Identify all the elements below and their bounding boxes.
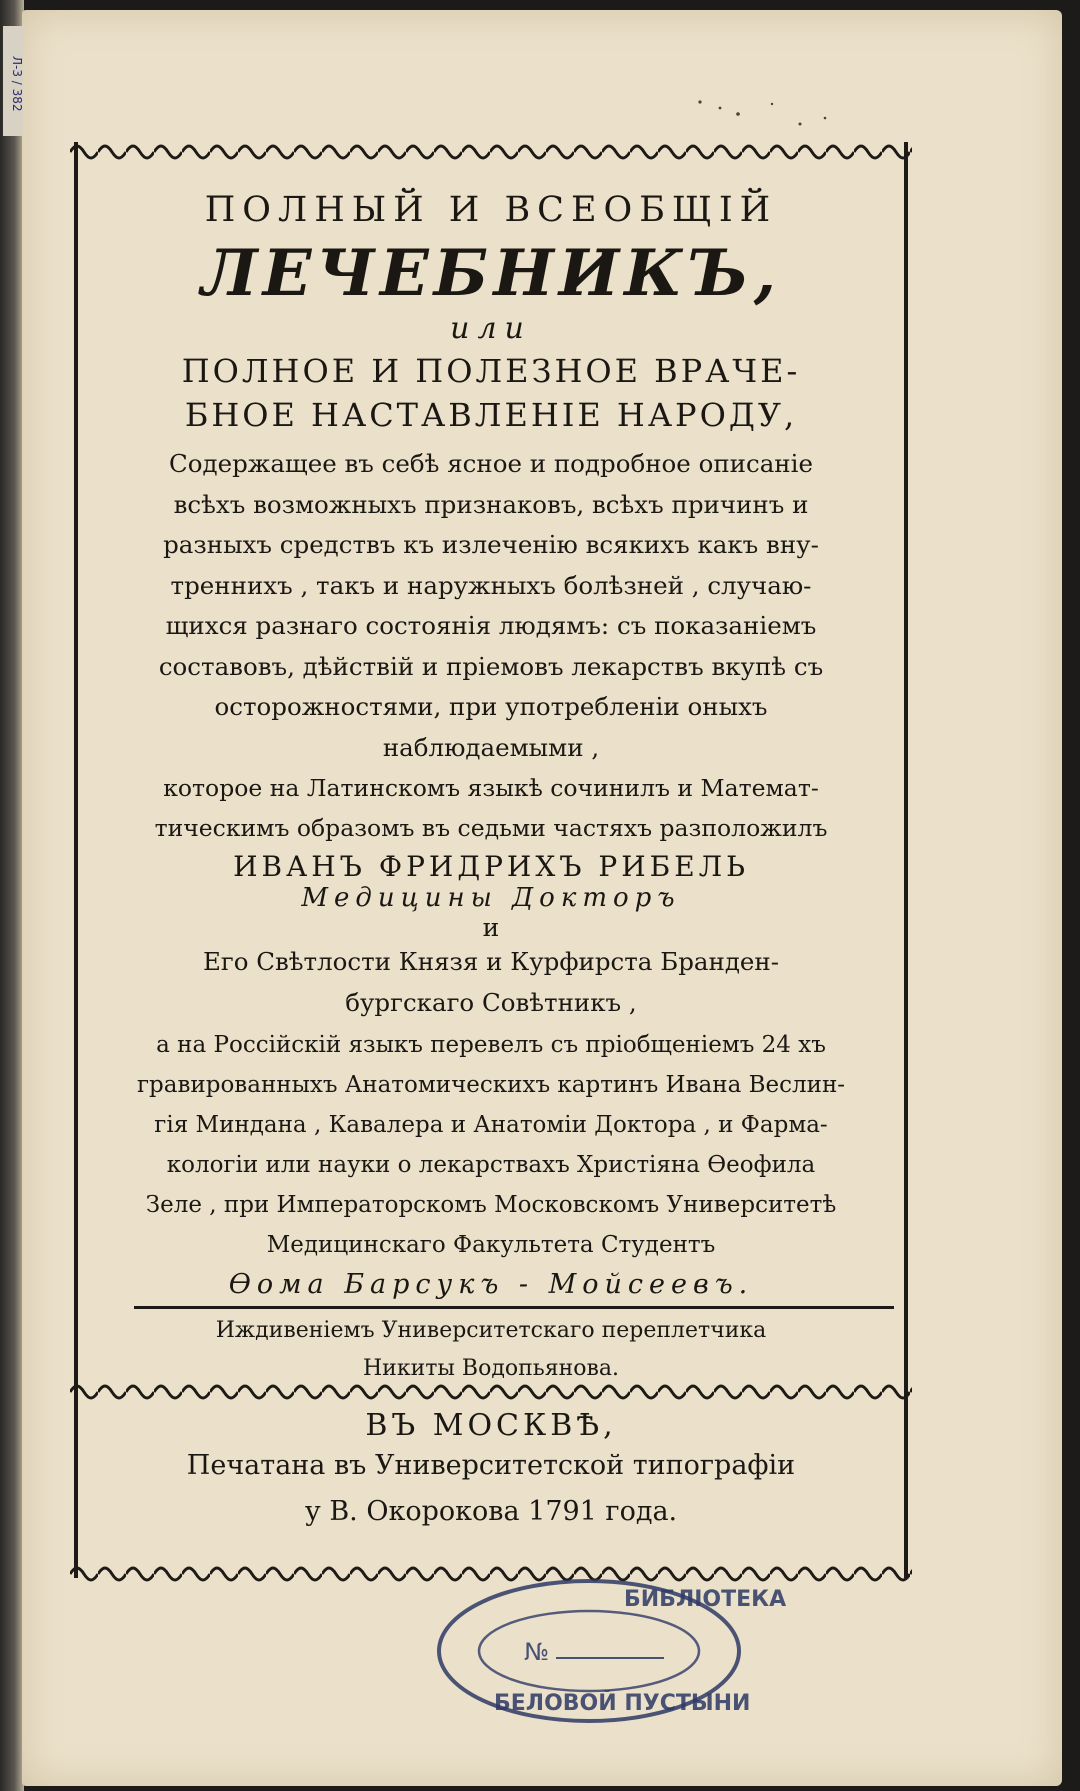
svg-text:Л-3 / 382: Л-3 / 382	[10, 56, 24, 112]
translation-line: гравированныхъ Анатомическихъ картинъ Ивана Веслин-	[136, 1072, 846, 1098]
library-stamp	[434, 1576, 787, 1726]
title-or: или	[450, 311, 532, 346]
description-line: щихся разнаго состоянія людямъ: съ показаніемъ	[165, 611, 817, 640]
title-block	[98, 180, 884, 1300]
description-line: наблюдаемыми ,	[382, 732, 600, 762]
description-line: составовъ, дѣйствій и пріемовъ лекарствъ вкупѣ съ	[158, 651, 824, 681]
imprint-city: ВЪ МОСКВѢ,	[365, 1408, 617, 1443]
horizontal-rule	[134, 1306, 894, 1309]
author-position-line: Его Свѣтлости Князя и Курфирста Бранден-	[202, 947, 780, 976]
translation-line: кологіи или науки о лекарствахъ Христіяна Ѳеофила	[166, 1152, 816, 1178]
description-line: всѣхъ возможныхъ признаковъ, всѣхъ причинъ и	[173, 489, 809, 519]
description-paragraph	[98, 444, 884, 848]
description-line: разныхъ средствъ къ излеченію всякихъ какъ вну-	[163, 530, 819, 559]
imprint-block	[98, 1408, 884, 1535]
subtitle-line-1: ПОЛНОЕ И ПОЛЕЗНОЕ ВРАЧЕ-	[181, 352, 801, 390]
book-spine	[0, 0, 24, 1791]
publisher-line: Никиты Водопьянова.	[362, 1356, 620, 1381]
translation-line: Медицинскаго Факультета Студентъ	[266, 1232, 716, 1258]
description-line: осторожностями, при употребленіи оныхъ	[214, 692, 768, 721]
publisher-line: Иждивеніемъ Университетскаго переплетчика	[215, 1318, 767, 1343]
ink-specks	[680, 94, 840, 134]
author-position-line: бургскаго Совѣтникъ ,	[345, 987, 637, 1017]
translation-line: гія Миндана , Кавалера и Анатоміи Доктора , и Фарма-	[154, 1112, 828, 1138]
shelfmark-label	[2, 26, 24, 136]
title-main: ЛЕЧЕБНИКЪ,	[201, 236, 781, 311]
translator-name: Ѳома Барсукъ - Мойсеевъ.	[228, 1269, 754, 1300]
title-line-1: ПОЛНЫЙ И ВСЕОБЩІЙ	[204, 190, 778, 230]
translation-line: Зеле , при Императорскомъ Московскомъ Университетѣ	[145, 1192, 837, 1218]
description-line: треннихъ , такъ и наружныхъ болѣзней , случаю-	[170, 570, 812, 600]
middle-ornamental-border	[70, 1384, 912, 1400]
composition-line: тическимъ образомъ въ седьми частяхъ разположилъ	[154, 814, 828, 842]
svg-text:БИБЛІОТЕКА: БИБЛІОТЕКА	[624, 1587, 787, 1612]
translation-line: а на Россійскій языкъ перевелъ съ пріобщеніемъ 24 хъ	[156, 1032, 826, 1058]
translation-paragraph	[98, 1025, 884, 1265]
imprint-line: у В. Окорокова 1791 года.	[304, 1496, 678, 1527]
svg-text:БЕЛОВОЙ ПУСТЫНИ: БЕЛОВОЙ ПУСТЫНИ	[494, 1691, 751, 1716]
composition-line: которое на Латинскомъ языкѣ сочинилъ и Математ-	[163, 774, 819, 802]
conjunction: и	[482, 913, 500, 942]
description-line: Содержащее въ себѣ ясное и подробное описаніе	[169, 449, 813, 478]
author-title: Медицины Докторъ	[301, 883, 681, 913]
svg-text:№: №	[524, 1638, 549, 1666]
publisher-block	[98, 1312, 884, 1388]
subtitle-line-2: БНОЕ НАСТАВЛЕНІЕ НАРОДУ,	[184, 396, 798, 434]
author-name: ИВАНЪ ФРИДРИХЪ РИБЕЛЬ	[233, 850, 749, 883]
imprint-line: Печатана въ Университетской типографіи	[186, 1450, 796, 1481]
